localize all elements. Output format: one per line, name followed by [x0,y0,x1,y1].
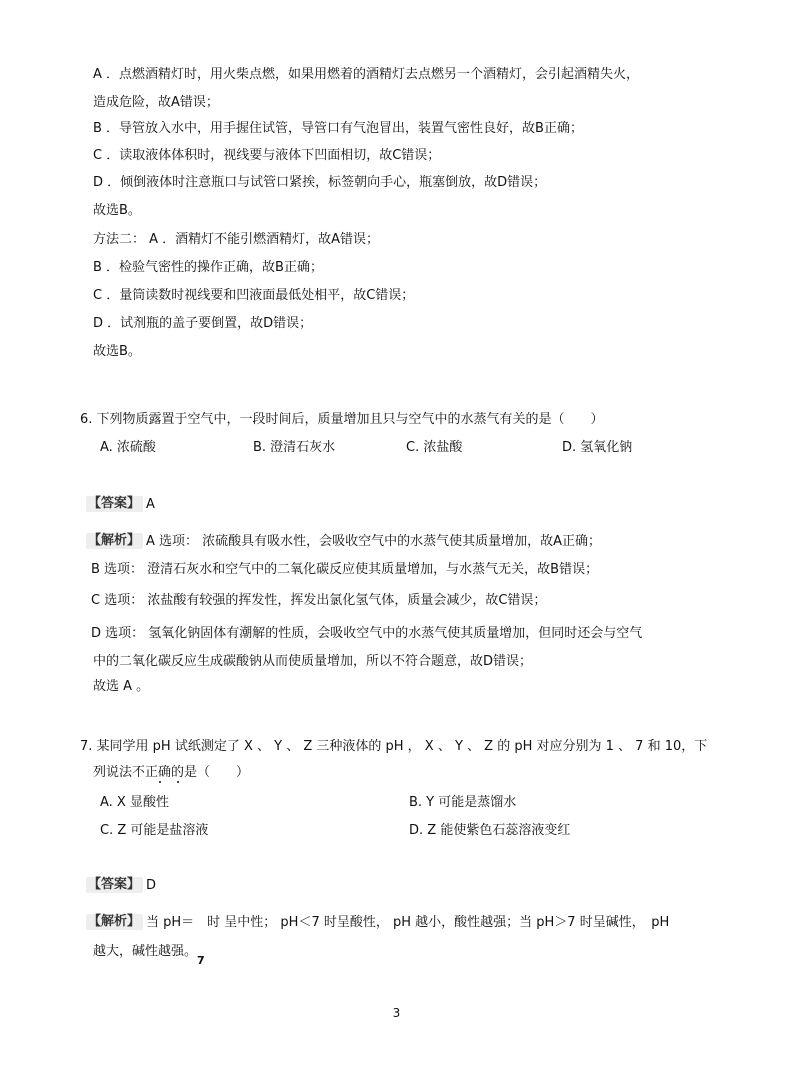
q6-option-c: C. 浓盐酸 [406,440,463,455]
page-number: 3 [392,1006,401,1020]
q7-analysis-tag: 【解析】 [86,914,143,930]
prev-analysis-line-6: 故选B。 [93,203,141,218]
emphasis-dot [177,781,179,783]
q6-stem: 6. 下列物质露置于空气中，一段时间后，质量增加且只与空气中的水蒸气有关的是（ ） [80,412,604,427]
q7-stem-line-1: 7. 某同学用 pH 试纸测定了 X 、 Y 、 Z 三种液体的 pH ， X 、 Y 、 Z 的 pH 对应分别为 1 、 7 和 10，下 [80,739,708,754]
q6-analysis-line-5: 中的二氧化碳反应生成碳酸钠从而使质量增加，所以不符合题意，故D错误； [93,654,533,669]
q7-option-b: B. Y 可能是蒸馏水 [409,795,517,810]
prev-analysis-line-11: 故选B。 [93,344,141,359]
q6-answer-value: A [146,497,155,512]
q6-analysis-line-4: D 选项： 氢氧化钠固体有潮解的性质，会吸收空气中的水蒸气使其质量增加，但同时还会与空气 [91,626,643,641]
prev-analysis-line-2: 造成危险，故A错误； [93,95,219,110]
q7-option-c: C. Z 可能是盐溶液 [100,823,209,838]
prev-analysis-line-9: C ．量筒读数时视线要和凹液面最低处相平，故C错误； [93,288,415,303]
prev-analysis-line-5: D ．倾倒液体时注意瓶口与试管口紧挨，标签朝向手心，瓶塞倒放，故D错误； [93,175,547,190]
q7-option-d: D. Z 能使紫色石蕊溶液变红 [409,823,571,838]
q6-answer-tag: 【答案】 [86,496,143,512]
emphasis-dot [159,781,161,783]
q6-analysis-tag: 【解析】 [86,533,143,549]
prev-analysis-line-7: 方法二： A ．酒精灯不能引燃酒精灯，故A错误； [93,232,380,247]
q7-stem-line-2: 列说法不正确的是（ ） [93,765,250,780]
q6-analysis-line-1: A 选项： 浓硫酸具有吸水性，会吸收空气中的水蒸气使其质量增加，故A正确； [146,534,602,549]
q6-option-d: D. 氢氧化钠 [562,440,633,455]
prev-analysis-line-1: A ．点燃酒精灯时，用火柴点燃，如果用燃着的酒精灯去点燃另一个酒精灯，会引起酒精失火， [93,67,640,82]
prev-analysis-line-10: D ．试剂瓶的盖子要倒置，故D错误； [93,316,313,331]
prev-analysis-line-3: B ．导管放入水中，用手握住试管，导管口有气泡冒出，装置气密性良好，故B正确； [93,121,583,136]
q6-analysis-line-3: C 选项： 浓盐酸有较强的挥发性，挥发出氯化氢气体，质量会减少，故C错误； [91,593,547,608]
q6-option-a: A. 浓硫酸 [100,440,156,455]
prev-analysis-line-4: C ．读取液体体积时，视线要与液体下凹面相切，故C错误； [93,148,441,163]
prev-analysis-line-8: B ．检验气密性的操作正确，故B正确； [93,260,323,275]
q7-subscript-seven: 7 [197,954,205,967]
q6-analysis-line-6: 故选 A 。 [93,679,150,694]
q6-analysis-line-2: B 选项： 澄清石灰水和空气中的二氧化碳反应使其质量增加，与水蒸气无关，故B错误； [91,562,599,577]
q7-analysis-line-1: 当 pH＝ 时 呈中性； pH＜7 时呈酸性， pH 越小，酸性越强；当 pH＞7 时呈碱性， pH [146,915,670,930]
q7-option-a: A. X 显酸性 [100,795,169,810]
q7-analysis-line-2: 越大，碱性越强。 [93,944,198,959]
q7-answer-tag: 【答案】 [86,877,143,893]
q6-option-b: B. 澄清石灰水 [253,440,336,455]
q7-answer-value: D [146,878,157,893]
